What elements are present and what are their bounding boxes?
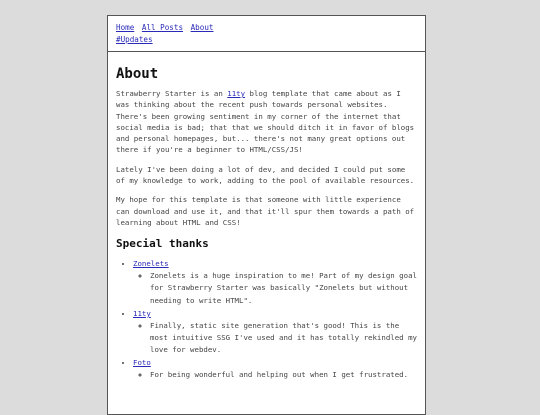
main-content [108, 66, 425, 382]
thanks-note: ◦ For being wonderful and helping out when I get frustrated. [150, 369, 417, 381]
sub-list [133, 320, 417, 357]
thanks-note: ◦ Finally, static site generation that's good! This is the most intuitive SSG I've used and it has totally rekindled my love for webdev. [150, 320, 417, 357]
page-title: About [116, 66, 159, 82]
list-item [133, 357, 417, 381]
nav-link-home[interactable]: Home [116, 23, 135, 32]
nav-link-all-posts[interactable]: All Posts [141, 23, 184, 32]
intro-text-end: blog template that came about as I was thinking about the recent push towards personal websites. There's been growing sentiment in my corner of the internet that social media is bad; that that we should ditch it in favor of blogs and personal homepages, but... there's not many great options out there if you're a beginner to HTML/CSS/JS! [116, 89, 415, 155]
list-item [133, 308, 417, 357]
intro-paragraph [116, 88, 417, 156]
nav-link-updates[interactable]: #Updates [116, 35, 153, 44]
sub-list [133, 270, 417, 307]
thanks-note: ◦ Zonelets is a huge inspiration to me! Part of my design goal for Strawberry Starter was basically "Zonelets but without needing to write HTML". [150, 270, 417, 307]
thanks-link-foto[interactable]: Foto [133, 358, 151, 368]
list-item [133, 258, 417, 307]
dev-paragraph: Lately I've been doing a lot of dev, and decided I could put some of my knowledge to work, adding to the pool of available resources. [116, 164, 415, 186]
intro-text-start: Strawberry Starter is an [116, 89, 228, 98]
eleventy-link[interactable]: 11ty [227, 89, 246, 98]
thanks-link-zonelets[interactable]: Zonelets [133, 259, 169, 269]
page-container [107, 15, 426, 415]
top-nav [108, 16, 425, 52]
special-thanks-list [116, 258, 417, 381]
nav-link-about[interactable]: About [190, 23, 214, 32]
hope-paragraph: My hope for this template is that someone with little experience can download and use it, and that it'll spur them towards a path of learning about HTML and CSS! [116, 195, 415, 227]
special-thanks-heading: Special thanks [116, 237, 209, 251]
sub-list [133, 369, 417, 381]
thanks-link-11ty[interactable]: 11ty [133, 308, 151, 318]
